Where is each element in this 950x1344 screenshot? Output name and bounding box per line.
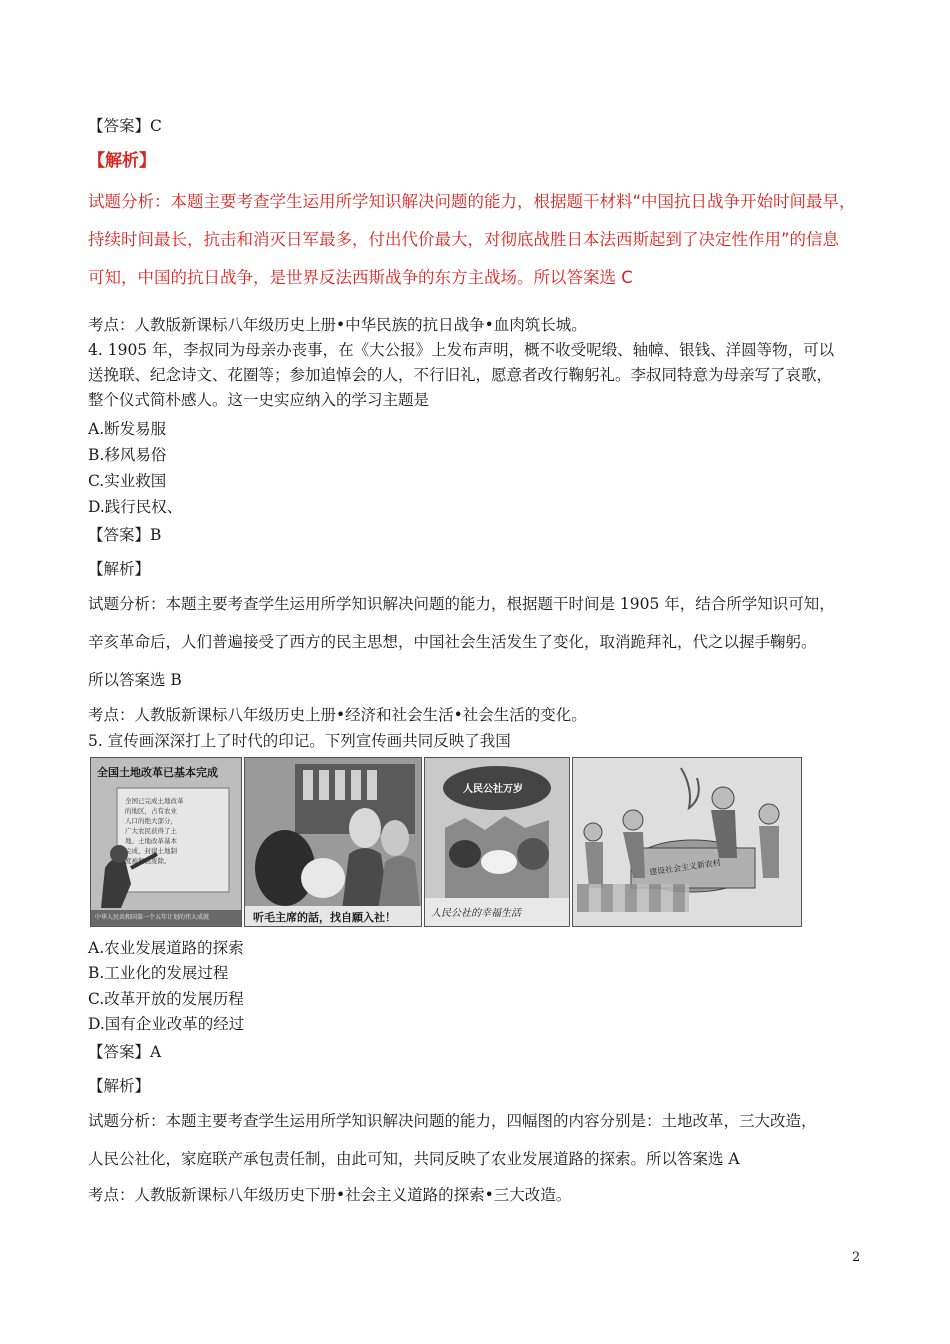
poster-people-commune	[424, 757, 570, 927]
poster-caption: 人民公社的幸福生活	[431, 908, 521, 919]
option-d: D.国有企业改革的经过	[88, 1015, 245, 1033]
poster-cooperative	[244, 757, 422, 927]
kaodian-text: 考点：人教版新课标八年级历史下册•社会主义道路的探索•三大改造。	[88, 1186, 572, 1204]
analysis-line: 试题分析：本题主要考查学生运用所学知识解决问题的能力，根据题干时间是 1905 年，结合所学知识可知，	[88, 595, 835, 613]
answer-label: 【答案】A	[88, 1043, 162, 1061]
analysis-heading: 【解析】	[88, 151, 156, 171]
option-b: B.移风易俗	[88, 446, 167, 464]
poster-label: 建设社会主义新农村	[648, 858, 722, 877]
analysis-line: 可知，中国的抗日战争，是世界反法西斯战争的东方主战场。所以答案选 C	[88, 268, 633, 287]
poster-strip	[90, 757, 802, 927]
option-c: C.改革开放的发展历程	[88, 990, 244, 1008]
poster-body: 全国已完成土地改革 的地区，占有农业 人口的绝大部分， 广大农民获得了土 地。土地改革基本 完成，封建土地制 度被彻底废除。	[125, 797, 184, 865]
answer-label: 【答案】B	[88, 526, 162, 544]
option-d: D.践行民权、	[88, 498, 183, 516]
analysis-line: 试题分析：本题主要考查学生运用所学知识解决问题的能力，四幅图的内容分别是：土地改革，三大改造，	[88, 1112, 817, 1130]
analysis-heading: 【解析】	[88, 560, 151, 578]
question-stem: 送挽联、纪念诗文、花圈等；参加追悼会的人，不行旧礼，愿意者改行鞠躬礼。李叔同特意为母亲写了哀歌，	[88, 366, 833, 384]
option-b: B.工业化的发展过程	[88, 964, 229, 982]
analysis-line: 所以答案选 B	[88, 671, 182, 689]
poster-footer: 中华人民共和国第一个五年计划的伟大成就	[95, 914, 210, 921]
analysis-line: 试题分析：本题主要考查学生运用所学知识解决问题的能力，根据题干材料“中国抗日战争开始时间最早，	[88, 192, 856, 211]
poster-banner: 人民公社万岁	[463, 784, 523, 795]
poster-caption: 听毛主席的話，找自願入社！	[253, 911, 396, 924]
question-stem: 整个仪式简朴感人。这一史实应纳入的学习主题是	[88, 391, 430, 409]
answer-label: 【答案】C	[88, 117, 162, 135]
analysis-line: 辛亥革命后，人们普遍接受了西方的民主思想，中国社会生活发生了变化，取消跪拜礼，代之以握手鞠躬。	[88, 633, 817, 651]
kaodian-text: 考点：人教版新课标八年级历史上册•中华民族的抗日战争•血肉筑长城。	[88, 316, 587, 334]
question-stem: 4. 1905 年，李叔同为母亲办丧事，在《大公报》上发布声明，概不收受呢缎、轴幛、银钱、洋圆等物，可以	[88, 341, 835, 359]
analysis-heading: 【解析】	[88, 1077, 151, 1095]
poster-land-reform	[90, 757, 242, 927]
analysis-line: 人民公社化，家庭联产承包责任制，由此可知，共同反映了农业发展道路的探索。所以答案选 A	[88, 1150, 740, 1168]
blurred-watermark	[577, 884, 689, 912]
kaodian-text: 考点：人教版新课标八年级历史上册•经济和社会生活•社会生活的变化。	[88, 706, 587, 724]
option-a: A.断发易服	[88, 420, 167, 438]
poster-title: 全国土地改革已基本完成	[97, 766, 218, 779]
page-number: 2	[852, 1250, 861, 1265]
question-stem: 5. 宣传画深深打上了时代的印记。下列宣传画共同反映了我国	[88, 732, 511, 750]
option-a: A.农业发展道路的探索	[88, 939, 244, 957]
poster-new-countryside	[572, 757, 802, 927]
option-c: C.实业救国	[88, 472, 167, 490]
analysis-line: 持续时间最长，抗击和消灭日军最多，付出代价最大，对彻底战胜日本法西斯起到了决定性作用”的信息	[88, 230, 840, 249]
